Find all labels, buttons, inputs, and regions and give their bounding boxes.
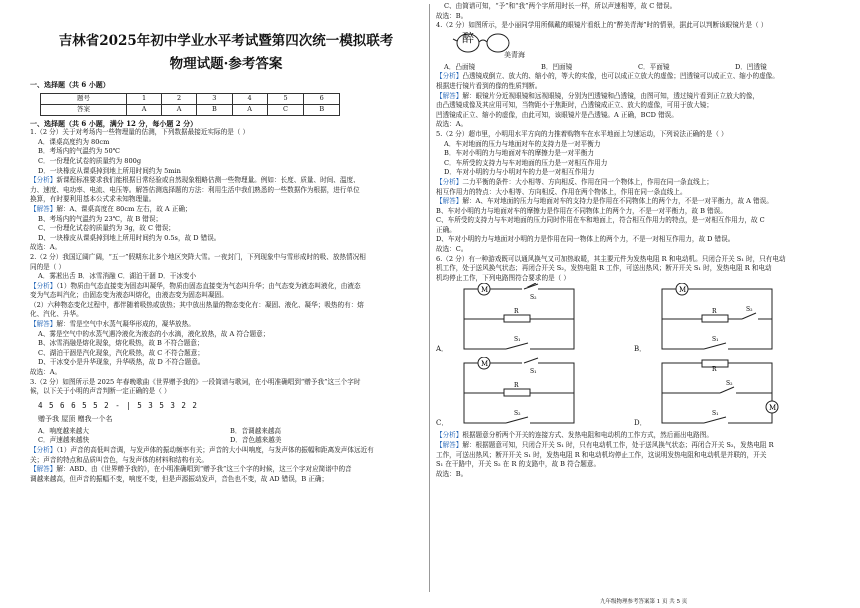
svg-text:S₂: S₂ (726, 380, 733, 388)
column-divider (429, 4, 430, 592)
answer-table (40, 93, 340, 116)
text-line: A．雾凇出舌 B．冰雪消融 C．湖泊干涸 D．干冰变小 (38, 272, 197, 281)
text-line: C、车所受的支持力与车对地面的压力同时作用在车和地面上，符合相互作用力的特点，是一对相互作用力，故 C (436, 216, 765, 225)
q4-option-b: B．凹面镜 (541, 62, 573, 71)
music-lyrics: 赠予我 屋顶 赠我一个名 (38, 414, 113, 423)
right-column (436, 2, 832, 479)
text-line: 【解答】解：A、课桌高度在 80cm 左右，故 A 正确； (30, 204, 192, 213)
text-line: 故选：C。 (436, 245, 468, 254)
text-line: 【解答】解：根据题意可知，只闭合开关 S₁ 时，只有电动机工作，处于送风换气状态；再闭合开关 S₂，发热电阻 R (436, 441, 774, 450)
text-line: 【分析】（1）物质由气态直接变为固态叫凝华，物质由固态直接变为气态叫升华；由气态变为液态叫液化，由液态 (30, 281, 361, 290)
svg-text:R: R (712, 366, 717, 374)
svg-text:M: M (481, 286, 489, 295)
text-line: 【解答】解：ABD、由《世界赠予我的》，在小明准确唱到“赠予我”这三个字的时候，这三个字对应简谱中的音 (30, 465, 352, 474)
right-head-block (436, 2, 832, 31)
text-line: 调越来越高，但声音的振幅不变，响度不变，但是声源振动发声，音色也不变，故 AD 错误，B 正确； (30, 474, 329, 483)
table-cell: A (127, 104, 162, 115)
text-line: 【解答】解：眼镜片分近视眼镜和远视眼镜，分别为凹透镜和凸透镜，由图可知，透过镜片看到正立放大的像， (436, 91, 760, 100)
text-line: 【分析】二力平衡的条件：大小相等、方向相反、作用在同一个物体上，作用在同一条直线上； (436, 177, 713, 186)
q3-option-c: C．声速越来越快 (38, 436, 90, 445)
text-line: C．一份理化试卷的质量约为 800g (38, 156, 142, 165)
glasses-caption: 美青海 (504, 50, 525, 59)
svg-text:M: M (481, 360, 489, 369)
text-line: 化、汽化、升华。 (30, 310, 83, 319)
circuit-row-1 (436, 283, 832, 357)
table-cell: 3 (197, 93, 233, 104)
table-cell: B (304, 104, 340, 115)
circuit-d (634, 357, 792, 431)
text-line: 5.（2 分）超市里，小明用水平方向的力推着购物车在水平地面上匀速运动，下列说法正确的是（ ） (436, 129, 728, 138)
text-line: 【分析】根据题意分析两个开关的连接方式、发热电阻和电动机的工作方式，然后画出电路图。 (436, 431, 713, 440)
text-line: 变为气态叫汽化；由固态变为液态叫熔化，由液态变为固态叫凝固。 (30, 291, 228, 300)
q4-option-d: D．凹透镜 (735, 62, 767, 71)
text-line: 【分析】（1）声音的高低叫音调，与发声体的振动频率有关；声音的大小叫响度，与发声体的振幅和距离发声体远近有 (30, 446, 374, 454)
q4-options (436, 63, 832, 73)
circuit-c (436, 357, 594, 431)
circuit-a (436, 283, 594, 357)
q4-option-c: C．平面镜 (638, 62, 670, 71)
table-cell: 题号 (41, 93, 127, 104)
text-line: 故选：B。 (436, 11, 468, 20)
table-cell: 答案 (41, 104, 127, 115)
circuit-d-label: D． (634, 419, 647, 428)
text-line: B、冰雪消融是熔化现象，熔化吸热，故 B 不符合题意； (38, 339, 204, 348)
text-line: 力、速度、电功率、电流、电压等。解答估测选择题的方法：利用生活中我们熟悉的一些数据作为根据，进行单位 (30, 185, 360, 194)
text-line: 故选：A。 (30, 368, 62, 377)
text-line: D、干冰变小是升华现象，升华吸热，故 D 不符合题意。 (38, 358, 205, 367)
q3-option-b: B．音调越来越高 (230, 426, 282, 435)
circuit-d-diagram (642, 357, 792, 431)
text-line: 【分析】新课程标准要求我们能根据日常经验或自然现象粗略估测一些物理量。例如：长度、质量、时间、温度、 (30, 176, 360, 185)
svg-text:R: R (514, 382, 519, 390)
table-cell: 6 (304, 93, 340, 104)
text-line: D、车对小明的力与地面对小明的力是作用在同一物体上的两个力，不是一对相互作用力，故 D 错误。 (436, 235, 735, 244)
music-notes: 4 5 6 6 5 5 2 - | 5 3 5 3 2 2 (38, 400, 198, 410)
table-cell: 5 (267, 93, 304, 104)
text-line: 故选：A。 (30, 243, 62, 252)
text-line: 机均停止工作，下列电路图符合要求的是（ ） (436, 273, 570, 282)
text-line: 【分析】凸透镜成倒立、放大的、缩小的，等大的实像，也可以成正立放大的虚像；凹透镜可以成正立、缩小的虚像。 (436, 72, 779, 81)
text-line: C．车所受的支持力与车对地面的压力是一对相互作用力 (444, 158, 608, 167)
text-line: 工作，可送出热风；断开开关 S₁ 时，发热电阻 R 和电动机均停止工作，这说明发热电阻和电动机是并联的，开关 (436, 450, 767, 459)
table-cell: 4 (232, 93, 267, 104)
text-line: C、一份理化试卷的质量约为 3g，故 C 错误； (38, 224, 175, 233)
text-line: 1.（2 分）关于对考场内一些物理量的估测，下列数据最接近实际的是（ ） (30, 128, 250, 137)
text-line: 相互作用力的特点：大小相等、方向相反、作用在两个物体上，作用在同一条直线上。 (436, 187, 687, 196)
circuit-a-label: A． (436, 345, 449, 354)
table-cell: A (162, 104, 197, 115)
text-line: 凹透镜成正立、缩小的虚像，由此可知，该眼镜片是凸透镜。A 正确，BCD 错误。 (436, 110, 678, 119)
document-title: 吉林省2025年初中学业水平考试暨第四次统一模拟联考 (58, 33, 394, 49)
left-text-block (30, 128, 422, 397)
text-line: 同的是（ ） (30, 262, 66, 271)
text-line: 4.（2 分）如图所示，是小丽同学用所佩戴的眼镜片看纸上的“醉美青海”时的情景，据此可以判断该眼镜片是（ ） (436, 21, 768, 30)
q3-options-row1 (30, 427, 422, 437)
svg-text:M: M (679, 286, 687, 295)
svg-text:S₁: S₁ (712, 336, 719, 344)
text-line: 由凸透镜成像及其应用可知，当物距小于焦距时，凸透镜成正立、放大的虚像，可用于放大镜； (436, 101, 713, 110)
circuit-c-label: C． (436, 419, 449, 428)
text-line: 机工作，处于送风换气状态；再闭合开关 S₂，发热电阻 R 工作，可送出热风；断开开关 S₁ 时，发热电阻 R 和电动 (436, 264, 772, 273)
circuit-b (634, 283, 792, 357)
text-line: 【解答】解：A、车对地面的压力与地面对车的支持力是作用在不同物体上的两个力，不是一对平衡力，故 A 错误。 (436, 197, 773, 206)
table-cell: 2 (162, 93, 197, 104)
text-line: B．考场内的气温约为 50℃ (38, 147, 121, 156)
svg-text:S₂: S₂ (746, 306, 753, 314)
left-column (30, 0, 422, 484)
text-line: D．一块橡皮从课桌掉到地上所用时间约为 5min (38, 166, 181, 175)
left-tail-block (30, 446, 422, 484)
circuit-b-diagram (642, 283, 792, 357)
text-line: C、湖泊干涸是汽化现象，汽化吸热，故 C 不符合题意； (38, 348, 204, 357)
text-line: 故选：B。 (436, 469, 468, 478)
circuit-b-label: B． (634, 345, 647, 354)
text-line: 候，以下关于小明的声音判断一定正确的是（ ） (30, 387, 171, 396)
text-line: （2）六种物态变化过程中，都伴随着吸热或放热；其中放出热量的物态变化有：凝固、液化、凝华；吸热的有：熔 (30, 300, 364, 309)
text-line: 正确。 (436, 225, 456, 234)
text-line: A．车对地面的压力与地面对车的支持力是一对平衡力 (444, 139, 601, 148)
text-line: B．车对小明的力与地面对车的摩擦力是一对平衡力 (444, 149, 594, 158)
text-line: B、考场内的气温约为 23℃，故 B 错误； (38, 214, 163, 223)
page-footer: 九年级物理参考答案第 1 页 共 5 页 (600, 599, 688, 605)
table-cell: C (267, 104, 304, 115)
glasses-illustration (452, 31, 832, 63)
text-line: D、一块橡皮从课桌掉到地上所用时间约为 0.5s，故 D 错误。 (38, 233, 221, 242)
music-score (38, 397, 422, 427)
text-line: 关；声音的特点和品质叫音色，与发声体的材料和结构有关。 (30, 455, 209, 464)
circuit-c-diagram (444, 357, 594, 431)
table-cell: B (197, 104, 233, 115)
text-line: 2.（2 分）我国辽阔广阔，“五一”假期东北多个地区突降大雪。一夜封门，下列现象中与雪形成时的吸、放热情况相 (30, 252, 366, 261)
svg-text:S₁: S₁ (514, 336, 521, 344)
svg-text:S₁: S₁ (712, 410, 719, 418)
svg-text:S₁: S₁ (530, 368, 537, 376)
text-line: A．课桌高度约为 80cm (38, 137, 110, 146)
circuit-row-2 (436, 357, 832, 431)
svg-text:S₂: S₂ (514, 410, 521, 418)
svg-text:M: M (769, 404, 777, 413)
text-line: A、雾是空气中的水蒸气遇冷液化为液态的小水滴，液化放热，故 A 符合题意； (38, 329, 270, 338)
right-tail-block (436, 431, 832, 479)
table-cell: 1 (127, 93, 162, 104)
svg-text:S₂: S₂ (530, 294, 537, 302)
right-mid-block (436, 72, 832, 283)
svg-text:R: R (712, 308, 717, 316)
q3-option-a: A．响度越来越大 (38, 426, 89, 435)
answer-table-answer-row (41, 104, 340, 115)
svg-text:R: R (514, 308, 519, 316)
answer-table-number-row (41, 93, 340, 104)
text-line: D．车对小明的力与小明对车的力是一对相互作用力 (444, 168, 595, 177)
text-line: 6.（2 分）有一种游戏既可以通风换气又可加热取暖，其主要元件为发热电阻 R 和电动机。只闭合开关 S₁ 时，只有电动 (436, 254, 786, 263)
table-cell: A (232, 104, 267, 115)
section2-heading: 一、选择题（共 6 小题，满分 12 分，每小题 2 分） (30, 118, 198, 128)
section1-heading: 一、选择题（共 6 小题） (30, 80, 110, 89)
q3-option-d: D．音色越来越美 (230, 436, 282, 445)
text-line: S₁ 在干路中，开关 S₂ 在 R 的支路中，故 B 符合题意。 (436, 460, 601, 469)
circuit-a-diagram (444, 283, 594, 357)
q3-options-row2 (30, 436, 422, 446)
document-subtitle: 物理试题·参考答案 (169, 56, 283, 72)
text-line: 【解答】解：雪是空气中水蒸气凝华形成的，凝华放热。 (30, 320, 195, 329)
text-line: 换算，有时要利用基本公式求未知物理量。 (30, 195, 156, 204)
q4-option-a: A．凸面镜 (444, 62, 476, 71)
glasses-magnified-text: 醉 (462, 30, 475, 45)
text-line: C、由简谱可知，“予”和“我”两个字所用时长一样，所以声速相等，故 C 错误。 (444, 2, 677, 10)
text-line: 根据进行镜片看到的像的性质判断。 (436, 81, 542, 90)
text-line: 故选：A。 (436, 120, 468, 129)
text-line: B、车对小明的力与地面对车的摩擦力是作用在不同物体上的两个力，不是一对平衡力，故 B 错误。 (436, 206, 727, 215)
text-line: 3.（2 分）如图所示是 2025 年春晚歌曲《世界赠予我的》一段简谱与歌词，在小明准确唱到“赠予我”这三个字时 (30, 377, 361, 386)
